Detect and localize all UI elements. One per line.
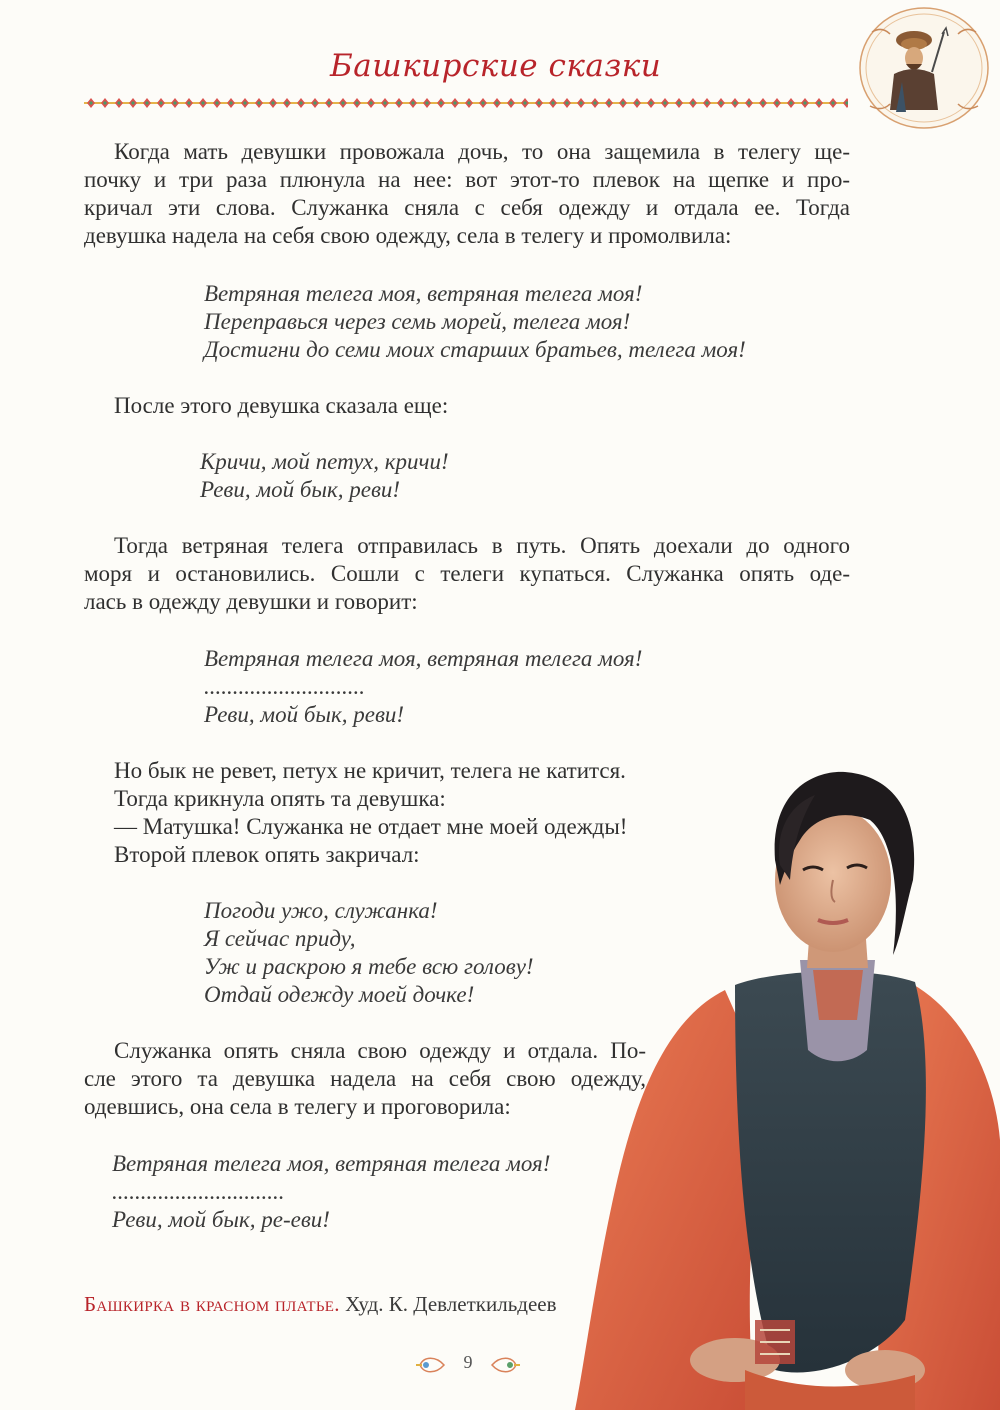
verse-line: Достигни до семи моих старших братьев, телега моя! [204,337,746,362]
verse-line: Реви, мой бык, реви! [204,702,405,727]
page-number: 9 [463,1352,473,1372]
verse-2 [200,448,449,504]
illustration-caption [84,1292,557,1317]
text-line: Когда мать девушки провожала дочь, то она защемила в телегу ще- [114,139,850,164]
text-line: — Матушка! Служанка не отдает мне моей одежды! [114,814,628,839]
paragraph-3 [84,532,850,616]
paragraph-2 [84,392,850,420]
text-line: Служанка опять сняла свою одежду и отдала. По- [114,1038,646,1063]
text-line: почку и три раза плюнула на нее: вот этот-то плевок на щепке и про- [84,167,850,192]
bashkir-girl-portrait-icon [575,720,1000,1410]
paragraph-1 [84,138,850,250]
verse-line: Ветряная телега моя, ветряная телега моя! [112,1151,551,1176]
verse-line: Погоди ужо, служанка! [204,898,438,923]
text-line: кричал эти слова. Служанка сняла с себя одежду и отдала ее. Тогда [84,195,850,220]
verse-line: Отдай одежду моей дочке! [204,982,475,1007]
verse-line: Реви, мой бык, ре-еви! [112,1207,330,1232]
text-line: лась в одежду девушки и говорит: [84,589,418,614]
text-line: девушка надела на себя свою одежду, села в телегу и промолвила: [84,223,732,248]
portrait-medallion-icon [852,2,996,134]
floral-ornament-left-icon [414,1354,448,1376]
verse-ellipsis: .............................. [112,1179,285,1204]
verse-4 [204,897,534,1009]
verse-5 [112,1150,550,1234]
verse-line: Я сейчас приду, [204,926,356,951]
verse-line: Кричи, мой петух, кричи! [200,449,449,474]
verse-line: Ветряная телега моя, ветряная телега моя! [204,646,643,671]
paragraph-5 [84,1037,646,1121]
verse-line: Ветряная телега моя, ветряная телега моя! [204,281,643,306]
page-footer [414,1350,524,1380]
verse-3 [204,645,642,729]
verse-line: Уж и раскрою я тебе всю голову! [204,954,534,979]
text-line: После этого девушка сказала еще: [114,393,449,418]
floral-ornament-right-icon [488,1354,522,1376]
caption-artist: Худ. К. Девлеткильдеев [345,1292,557,1316]
text-line: Тогда крикнула опять та девушка: [114,786,446,811]
verse-ellipsis: ............................ [204,674,365,699]
page-header-title: Башкирские сказки [330,48,662,84]
text-line: Но бык не ревет, петух не кричит, телега не катится. [114,758,626,783]
text-line: Тогда ветряная телега отправилась в путь. Опять доехали до одного [114,533,850,558]
text-line: сле этого та девушка надела на себя свою одежду, [84,1066,646,1091]
text-line: моря и остановились. Сошли с телеги купаться. Служанка опять оде- [84,561,850,586]
verse-1 [204,280,746,364]
verse-line: Переправься через семь морей, телега моя! [204,309,631,334]
text-line: одевшись, она села в телегу и проговорила: [84,1094,511,1119]
verse-line: Реви, мой бык, реви! [200,477,401,502]
text-line: Второй плевок опять закричал: [114,842,420,867]
folk-ornament-border-icon [84,97,848,109]
caption-title: Башкирка в красном платье. [84,1292,340,1316]
